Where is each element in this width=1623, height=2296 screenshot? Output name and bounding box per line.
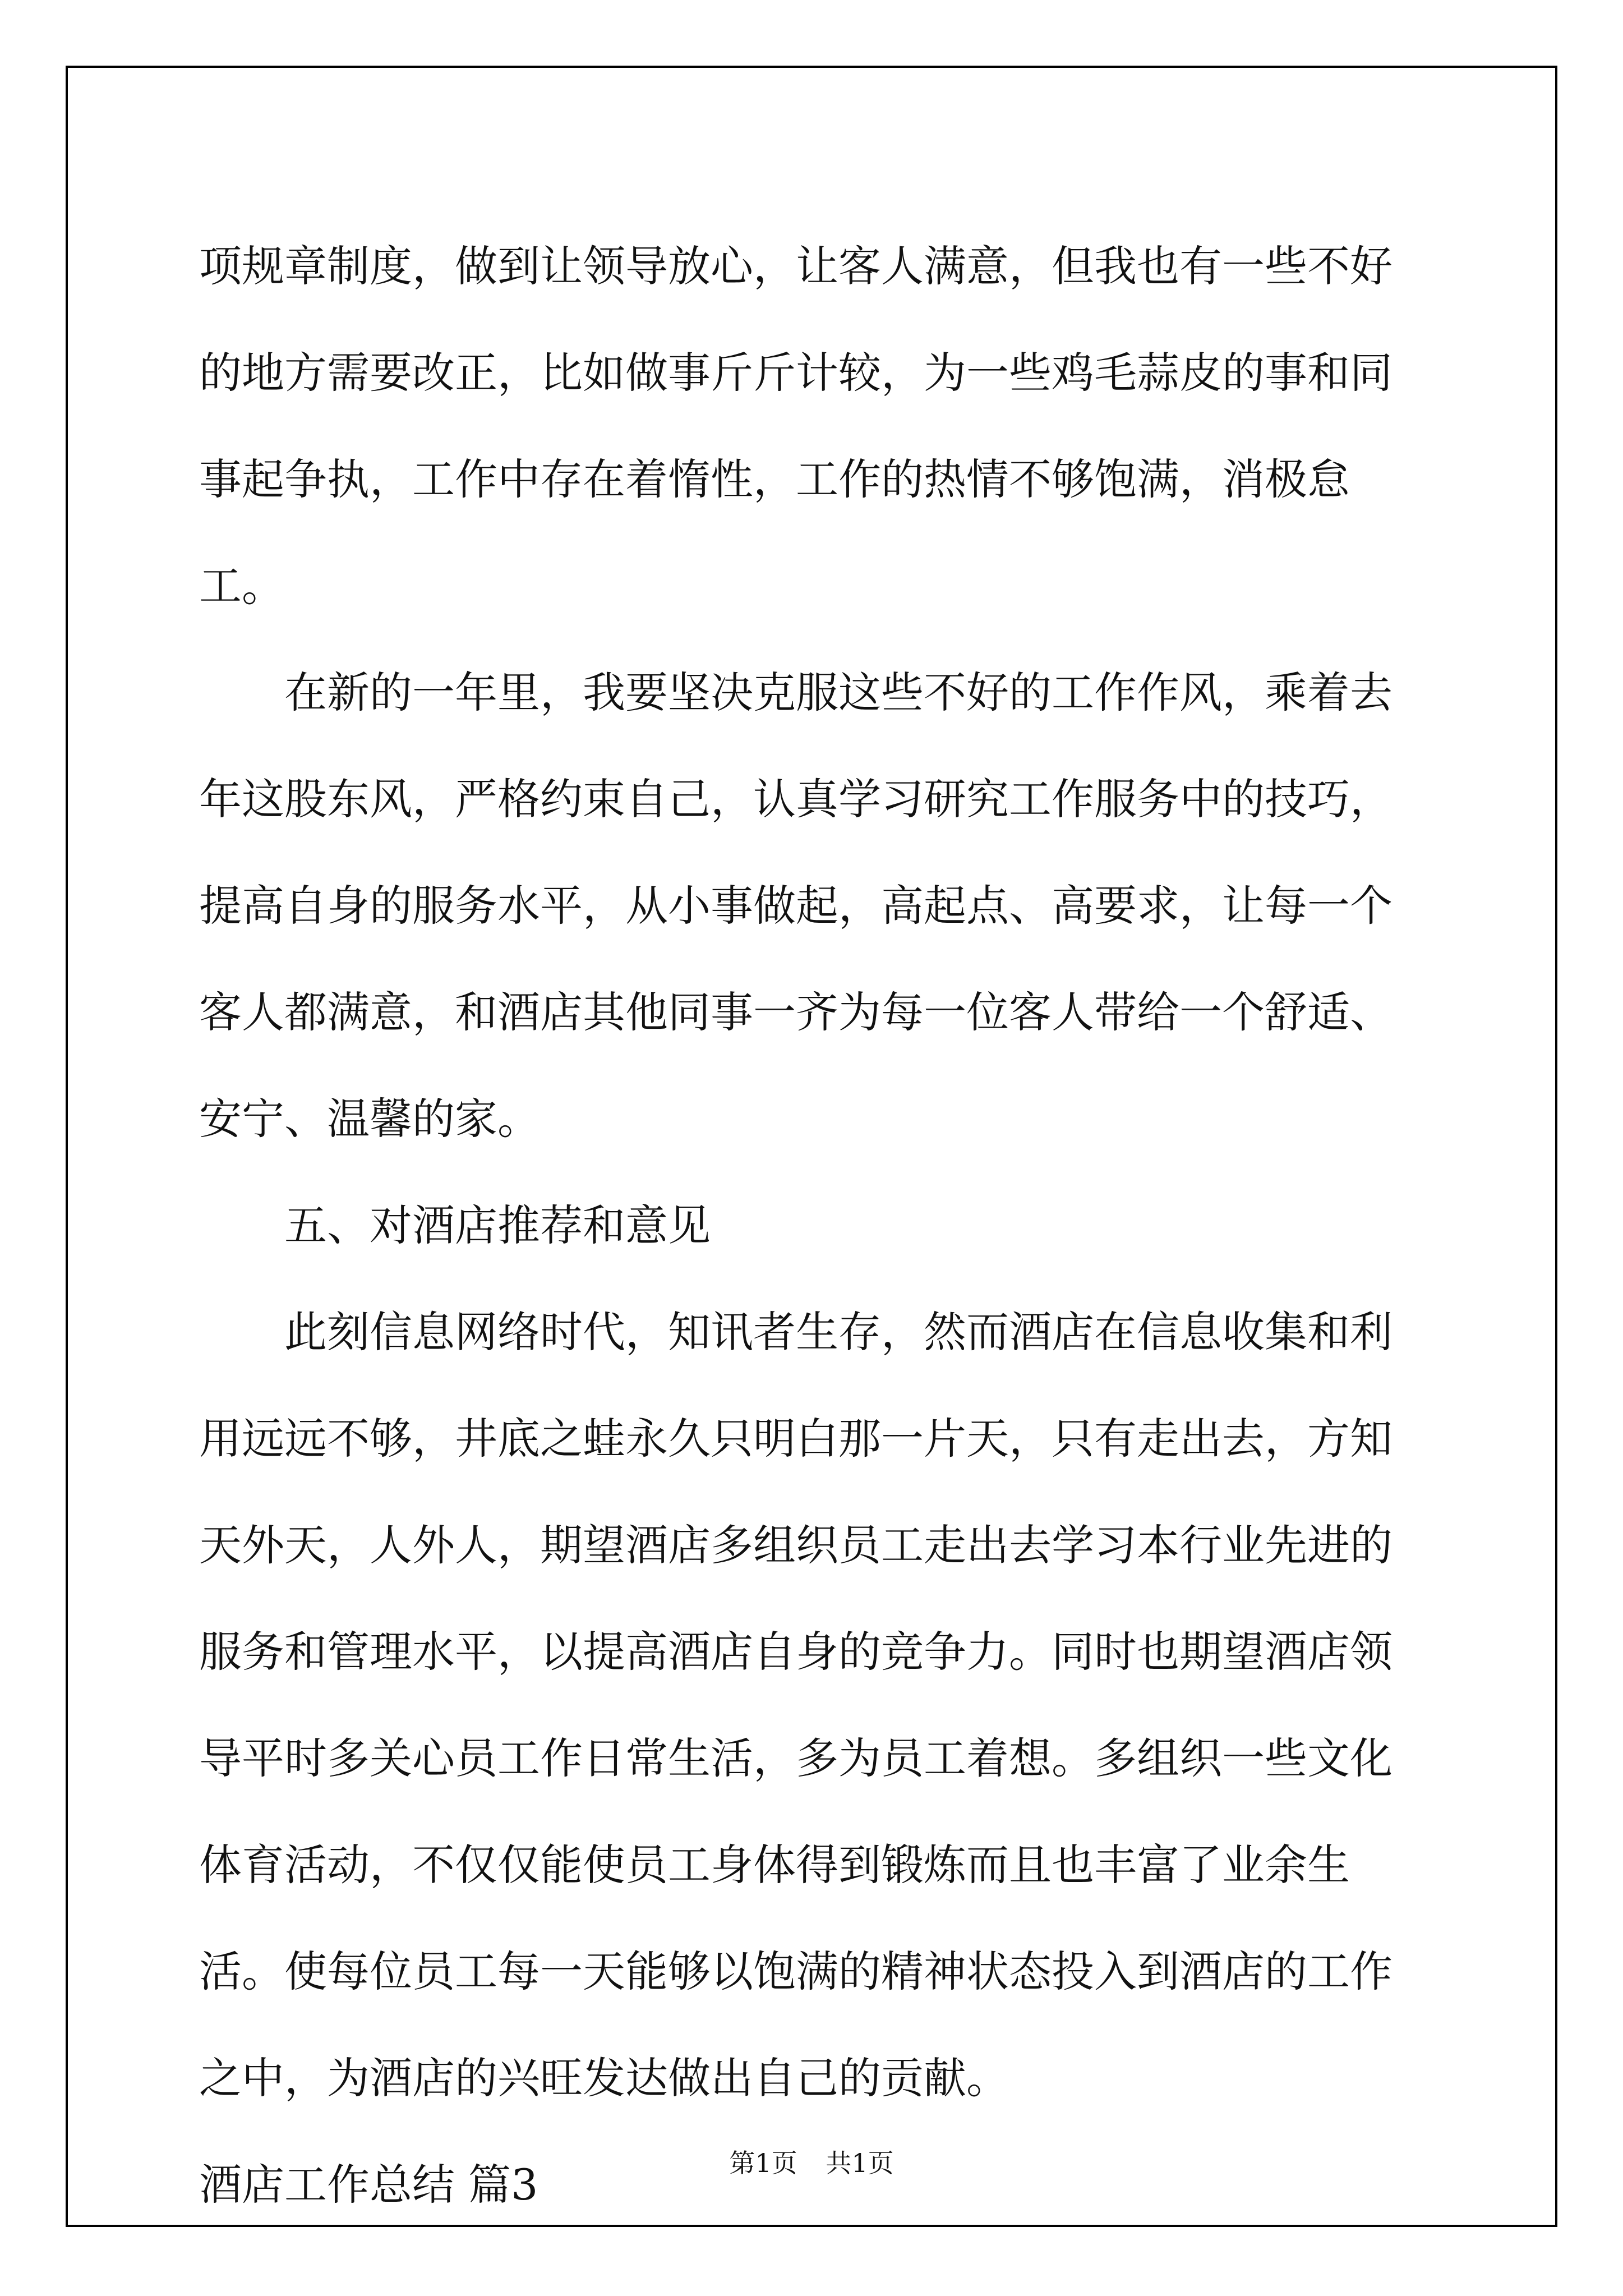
page-total: 共1页 <box>826 2148 894 2178</box>
page-footer <box>0 2143 1623 2180</box>
paragraph-new-year: 在新的一年里，我要坚决克服这些不好的工作作风，乘着去年这股东风，严格约束自己，认真学习研究工作服务中的技巧，提高自身的服务水平，从小事做起，高起点、高要求，让每一个客人都满意，和酒店其他同事一齐为每一位客人带给一个舒适、安宁、温馨的家。 <box>199 668 1393 1144</box>
page-number: 第1页 <box>729 2148 797 2178</box>
section-heading-five: 五、对酒店推荐和意见 <box>284 1200 711 1250</box>
paragraph-suggestions: 此刻信息网络时代，知讯者生存，然而酒店在信息收集和利用远远不够，井底之蛙永久只明白那一片天，只有走出去，方知天外天，人外人，期望酒店多组织员工走出去学习本行业先进的服务和管理水平，以提高酒店自身的竞争力。同时也期望酒店领导平时多关心员工作日常生活，多为员工着想。多组织一些文化体育活动，不仅仅能使员工身体得到锻炼而且也丰富了业余生活。使每位员工每一天能够以饱满的精神状态投入到酒店的工作之中，为酒店的兴旺发达做出自己的贡献。 <box>199 1307 1393 2103</box>
article-heading: 酒店工作总结 篇3 <box>199 2160 538 2210</box>
document-body <box>199 213 1433 2238</box>
paragraph-continued: 项规章制度，做到让领导放心，让客人满意，但我也有一些不好的地方需要改正，比如做事斤斤计较，为一些鸡毛蒜皮的事和同事起争执，工作中存在着惰性，工作的热情不够饱满，消极怠工。 <box>199 241 1393 611</box>
